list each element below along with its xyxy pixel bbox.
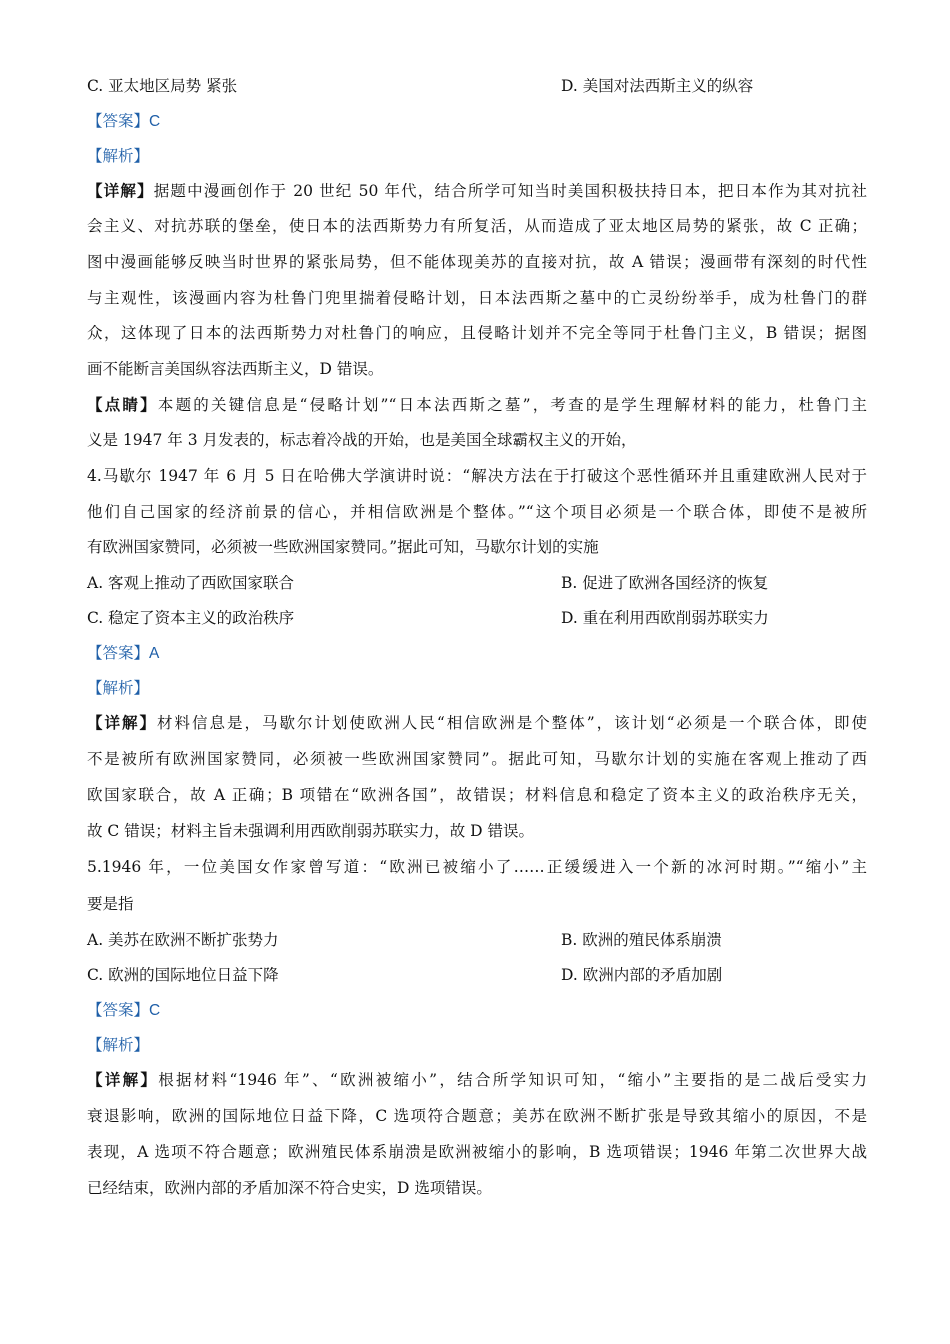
q5-options-row-ab — [87, 930, 867, 950]
q4-detail-line-2: 不是被所有欧洲国家赞同，必须被一些欧洲国家赞同”。据此可知，马歇尔计划的实施在客观上推动了西 — [87, 750, 867, 768]
detail-tag: 【详解】 — [87, 1070, 159, 1089]
q5-option-c: C. 欧洲的国际地位日益下降 — [87, 966, 279, 984]
q3-option-d: D. 美国对法西斯主义的纵容 — [561, 77, 754, 95]
q5-option-d: D. 欧洲内部的矛盾加剧 — [561, 966, 723, 984]
q5-option-a: A. 美苏在欧洲不断扩张势力 — [87, 931, 279, 949]
point-text: 本题的关键信息是“侵略计划”“日本法西斯之墓”，考查的是学生理解材料的能力，杜鲁门主 — [157, 396, 867, 414]
q5-option-b: B. 欧洲的殖民体系崩溃 — [561, 931, 722, 949]
q5-options-row-cd — [87, 965, 867, 985]
q5-detail-line-3: 表现，A 选项不符合题意；欧洲殖民体系崩溃是欧洲被缩小的影响，B 选项错误；1946 年第二次世界大战 — [87, 1143, 867, 1161]
q4-detail-line-1 — [87, 713, 867, 733]
q5-detail-line-4: 已经结束，欧洲内部的矛盾加深不符合史实，D 选项错误。 — [87, 1179, 492, 1197]
q3-detail-line-1 — [87, 181, 867, 201]
q3-option-c: C. 亚太地区局势 紧张 — [87, 77, 238, 95]
analysis-tag: 【解析】 — [87, 147, 150, 165]
answer-tag: 【答案】 — [87, 1001, 150, 1019]
q4-stem-line-1: 4.马歇尔 1947 年 6 月 5 日在哈佛大学演讲时说：“解决方法在于打破这个恶性循环并且重建欧洲人民对于 — [87, 467, 867, 485]
detail-text: 材料信息是，马歇尔计划使欧洲人民“相信欧洲是个整体”，该计划“必须是一个联合体，即使 — [156, 714, 867, 732]
q3-detail-line-3: 图中漫画能够反映当时世界的紧张局势，但不能体现美苏的直接对抗，故 A 错误；漫画带有深刻的时代性 — [87, 253, 867, 271]
q3-detail-line-4: 与主观性，该漫画内容为杜鲁门兜里揣着侵略计划，日本法西斯之墓中的亡灵纷纷举手，成为杜鲁门的群 — [87, 289, 867, 307]
q4-detail-line-4: 故 C 错误；材料主旨未强调利用西欧削弱苏联实力，故 D 错误。 — [87, 822, 534, 840]
q3-point-line-2: 义是 1947 年 3 月发表的，标志着冷战的开始，也是美国全球霸权主义的开始， — [87, 431, 637, 449]
q4-option-b: B. 促进了欧洲各国经济的恢复 — [561, 574, 769, 592]
answer-value: C — [149, 1002, 161, 1019]
q5-stem-line-2: 要是指 — [87, 895, 134, 913]
detail-tag: 【详解】 — [87, 713, 157, 732]
answer-value: A — [149, 645, 160, 662]
analysis-tag: 【解析】 — [87, 679, 150, 697]
q5-analysis-heading — [87, 1035, 867, 1055]
q4-options-row-ab — [87, 573, 867, 593]
q3-point-line-1 — [87, 395, 867, 415]
q4-option-d: D. 重在利用西欧削弱苏联实力 — [561, 609, 769, 627]
point-tag: 【点睛】 — [87, 395, 158, 414]
q4-detail-line-3: 欧国家联合，故 A 正确；B 项错在“欧洲各国”，故错误；材料信息和稳定了资本主义的政治秩序无关， — [87, 786, 867, 804]
q5-stem-line-1: 5.1946 年，一位美国女作家曾写道：“欧洲已被缩小了……正缓缓进入一个新的冰河时期。”“缩小”主 — [87, 858, 867, 876]
detail-tag: 【详解】 — [87, 181, 154, 200]
q3-detail-line-2: 会主义、对抗苏联的堡垒，使日本的法西斯势力有所复活，从而造成了亚太地区局势的紧张，故 C 正确； — [87, 217, 867, 235]
q4-option-a: A. 客观上推动了西欧国家联合 — [87, 574, 295, 592]
q4-options-row-cd — [87, 608, 867, 628]
q4-analysis-heading — [87, 678, 867, 698]
q5-answer — [87, 1000, 867, 1021]
q4-stem-line-3: 有欧洲国家赞同，必须被一些欧洲国家赞同。”据此可知，马歇尔计划的实施 — [87, 538, 599, 556]
q4-stem-line-2: 他们自己国家的经济前景的信心，并相信欧洲是个整体。”“这个项目必须是一个联合体，即使不是被所 — [87, 503, 867, 521]
q4-answer — [87, 643, 867, 664]
answer-tag: 【答案】 — [87, 112, 150, 130]
q4-option-c: C. 稳定了资本主义的政治秩序 — [87, 609, 295, 627]
q3-answer — [87, 111, 867, 132]
q5-detail-line-2: 衰退影响，欧洲的国际地位日益下降，C 选项符合题意；美苏在欧洲不断扩张是导致其缩小的原因，不是 — [87, 1107, 867, 1125]
q3-analysis-heading — [87, 146, 867, 166]
q5-detail-line-1 — [87, 1070, 867, 1090]
detail-text: 根据材料“1946 年”、“欧洲被缩小”，结合所学知识可知，“缩小”主要指的是二战后受实力 — [158, 1071, 867, 1089]
q3-options-row-cd — [87, 76, 867, 96]
q3-detail-line-5: 众，这体现了日本的法西斯势力对杜鲁门的响应，且侵略计划并不完全等同于杜鲁门主义，B 错误；据图 — [87, 324, 867, 342]
q3-detail-line-6: 画不能断言美国纵容法西斯主义，D 错误。 — [87, 360, 384, 378]
answer-tag: 【答案】 — [87, 644, 150, 662]
analysis-tag: 【解析】 — [87, 1036, 150, 1054]
detail-text: 据题中漫画创作于 20 世纪 50 年代，结合所学可知当时美国积极扶持日本，把日本作为其对抗社 — [153, 182, 867, 200]
answer-value: C — [149, 113, 161, 130]
